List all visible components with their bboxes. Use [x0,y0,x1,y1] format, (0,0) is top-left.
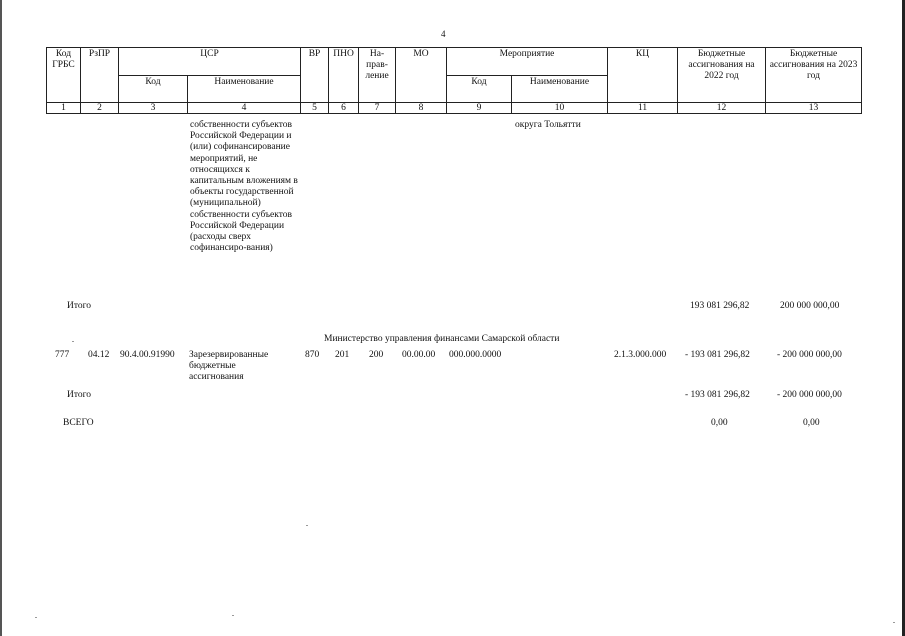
header-mer-kod: Код [447,76,512,103]
continued-csr-name: собственности субъектов Российской Федерации и (или) софинансирование мероприятий, не относящихся к капитальным вложениям в объекты государственной (муниципальной) собственности субъектов Российской Федерации (расходы сверх софинансиро-вания) [190,120,298,254]
vsego-2023: 0,00 [803,418,820,428]
column-number: 2 [81,103,119,114]
row-csr-name: Зарезервированные бюджетные ассигнования [189,350,269,383]
row-mer-kod: 000.000.0000 [449,350,502,360]
column-number: 3 [119,103,188,114]
scan-speck [72,341,74,342]
row-pno: 201 [335,350,350,360]
column-number: 13 [766,103,862,114]
itogo-label: Итого [67,390,92,400]
header-csr-name: Наименование [188,76,301,103]
budget-table-header [46,47,862,114]
itogo-label: Итого [67,301,92,311]
column-number: 5 [301,103,329,114]
vsego-2022: 0,00 [711,418,728,428]
column-number: 11 [608,103,678,114]
header-mo: МО [396,48,447,103]
column-number: 6 [329,103,359,114]
column-numbers-row [47,103,862,114]
itogo-2023: 200 000 000,00 [780,301,840,311]
row-kc: 2.1.3.000.000 [614,350,667,360]
header-napravlenie: На-прав-ление [359,48,396,103]
header-budget-2022: Бюджетные ассигнования на 2022 год [678,48,766,103]
header-vr: ВР [301,48,329,103]
header-meropriyatie: Мероприятие [447,48,608,76]
row-csr-kod: 90.4.00.91990 [120,350,175,360]
page-number: 4 [441,29,446,39]
scan-speck [232,615,234,616]
itogo-2022: 193 081 296,82 [690,301,750,311]
vsego-label: ВСЕГО [63,418,94,428]
header-mer-name: Наименование [512,76,608,103]
column-number: 9 [447,103,512,114]
ministry-heading: Министерство управления финансами Самарской области [324,334,560,344]
header-kod-grbs: Код ГРБС [47,48,81,103]
row-mo: 00.00.00 [402,350,436,360]
column-number: 12 [678,103,766,114]
itogo-2023: - 200 000 000,00 [777,390,842,400]
row-2023: - 200 000 000,00 [777,350,842,360]
column-number: 1 [47,103,81,114]
row-vr: 870 [305,350,320,360]
scan-speck [306,525,308,526]
scan-speck [35,617,37,618]
header-csr-kod: Код [119,76,188,103]
scan-edge-left [0,0,2,636]
row-2022: - 193 081 296,82 [685,350,750,360]
column-number: 8 [396,103,447,114]
itogo-2022: - 193 081 296,82 [685,390,750,400]
column-number: 10 [512,103,608,114]
header-csr: ЦСР [119,48,301,76]
header-budget-2023: Бюджетные ассигнования на 2023 год [766,48,862,103]
row-kod-grbs: 777 [55,350,70,360]
column-number: 7 [359,103,396,114]
row-napravlenie: 200 [369,350,384,360]
header-rzpr: РзПР [81,48,119,103]
header-pno: ПНО [329,48,359,103]
scan-speck [893,622,895,623]
continued-mer-name: округа Тольятти [515,120,581,130]
column-number: 4 [188,103,301,114]
header-kc: КЦ [608,48,678,103]
row-rzpr: 04.12 [88,350,110,360]
